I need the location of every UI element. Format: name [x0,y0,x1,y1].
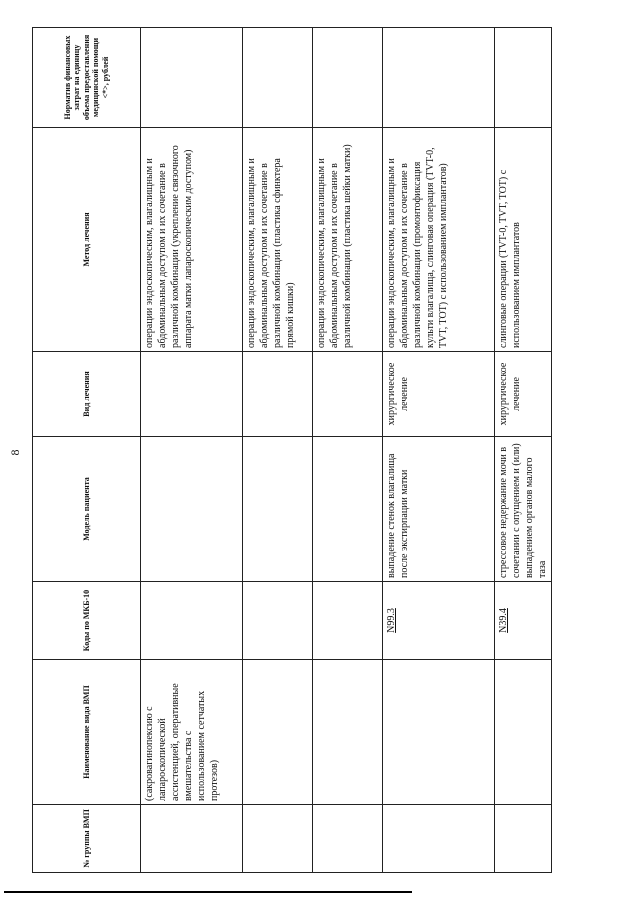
cell-model [141,437,243,582]
cell-group [495,805,552,873]
cell-method: слинговые операции (TVT-0, TVT, TOT) с использованием имплантатов [495,128,552,352]
cell-vmp-name: (сакровагинопексию с лапароскопической ассистенцией, оперативные вмешательства с использованием сетчатых протезов) [141,660,243,805]
cell-code: N99.3 [383,582,495,660]
cell-vmp-name [243,660,313,805]
table-row [313,28,383,873]
cell-code: N39.4 [495,582,552,660]
header-group-number: № группы ВМП [33,805,141,873]
cell-norm [243,28,313,128]
header-treatment-type: Вид лечения [33,352,141,437]
cell-vmp-name [313,660,383,805]
cell-treatment [243,352,313,437]
cell-code [243,582,313,660]
page-edge-rule [4,891,412,893]
cell-model: стрессовое недержание мочи в сочетании с опущением и (или) выпадением органов малого таза [495,437,552,582]
table-row [383,28,495,873]
cell-vmp-name [383,660,495,805]
page-number: 8 [8,449,22,456]
table-row [243,28,313,873]
cell-group [141,805,243,873]
header-icd-codes: Коды по МКБ-10 [33,582,141,660]
cell-treatment: хирургическое лечение [495,352,552,437]
vmp-table [32,27,552,873]
header-cost-norm: Норматив финансовых затрат на единицу объема предоставления медицинской помощи <*>, рублей [33,28,141,128]
cell-norm [141,28,243,128]
cell-model [313,437,383,582]
table-row [141,28,243,873]
cell-vmp-name [495,660,552,805]
cell-norm [495,28,552,128]
cell-group [383,805,495,873]
cell-model [243,437,313,582]
table-header-row [33,28,141,873]
cell-treatment: хирургическое лечение [383,352,495,437]
cell-treatment [313,352,383,437]
cell-group [313,805,383,873]
cell-method: операции эндоскопическим, влагалищным и абдоминальным доступом и их сочетание в различной комбинации (укрепление связочного аппарата матки лапароскопическим доступом) [141,128,243,352]
cell-treatment [141,352,243,437]
cell-method: операции эндоскопическим, влагалищным и абдоминальным доступом и их сочетание в различной комбинации (пластика сфинктера прямой кишки) [243,128,313,352]
header-treatment-method: Метод лечения [33,128,141,352]
table-row [495,28,552,873]
header-patient-model: Модель пациента [33,437,141,582]
cell-norm [313,28,383,128]
cell-code [313,582,383,660]
header-vmp-name: Наименование вида ВМП [33,660,141,805]
cell-method: операции эндоскопическим, влагалищным и абдоминальным доступом и их сочетание в различной комбинации (промонтофиксация культи влагалища, слинговая операция (TVT-0, TVT, TOT) с использованием имплантатов) [383,128,495,352]
cell-group [243,805,313,873]
cell-code [141,582,243,660]
cell-norm [383,28,495,128]
cell-model: выпадение стенок влагалища после экстирпации матки [383,437,495,582]
cell-method: операции эндоскопическим, влагалищным и абдоминальным доступом и их сочетание в различной комбинации (пластика шейки матки) [313,128,383,352]
